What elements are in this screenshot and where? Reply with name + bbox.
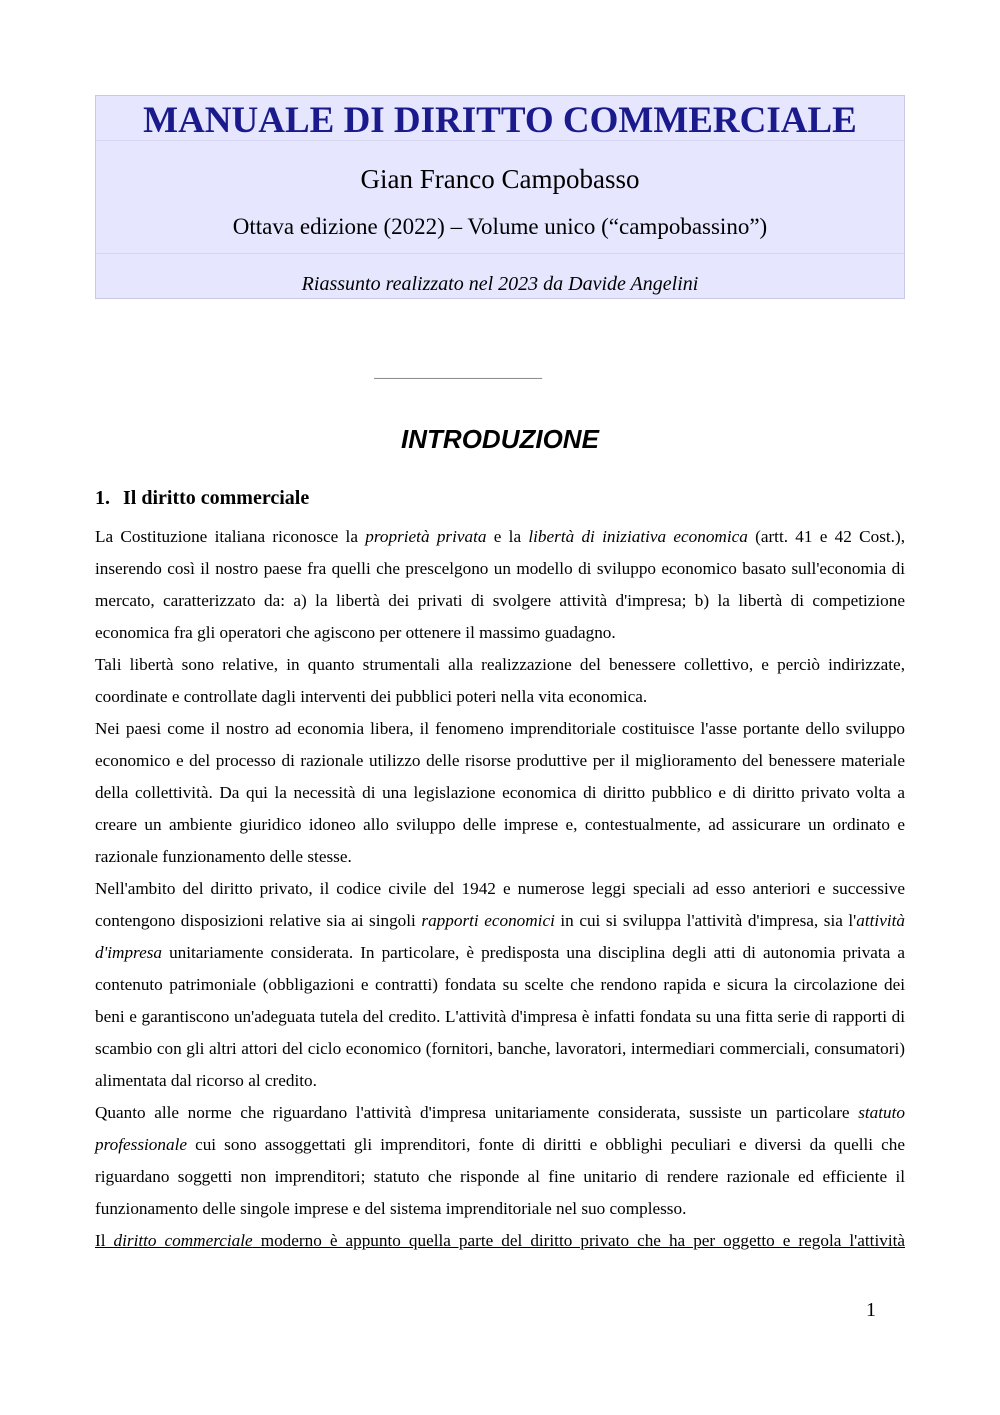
document-title: MANUALE DI DIRITTO COMMERCIALE (143, 100, 857, 141)
paragraph-4 (95, 873, 905, 1097)
emphasis-text: libertà di iniziativa economica (528, 527, 748, 546)
text-run: (artt. 41 e 42 Cost.), inserendo così il nostro paese fra quelli che prescelgono un modello di sviluppo economico basato sull'economia di mercato, caratterizzato da: a) la libertà dei privati di svolgere attività d'impresa; b) la libertà di competizione economica fra gli operatori che agiscono per ottenere il massimo guadagno. (95, 527, 905, 642)
text-run: unitariamente considerata. In particolare, è predisposta una disciplina degli atti di autonomia privata a contenuto patrimoniale (obbligazioni e contratti) fondata su scelte che rendono rapida e sicura la circolazione dei beni e garantiscono un'adeguata tutela del credito. L'attività d'impresa è infatti fondata su una fitta serie di rapporti di scambio con gli altri attori del ciclo economico (fornitori, banche, lavoratori, intermediari commerciali, consumatori) alimentata dal ricorso al credito. (95, 943, 905, 1090)
subsection-number: 1. (95, 487, 110, 509)
subsection-title: Il diritto commerciale (123, 487, 310, 509)
edition-info: Ottava edizione (2022) – Volume unico (“campobassino”) (232, 214, 768, 239)
paragraph-3: Nei paesi come il nostro ad economia libera, il fenomeno imprenditoriale costituisce l'asse portante dello sviluppo economico e del processo di razionale utilizzo delle risorse produttive per il miglioramento del benessere materiale della collettività. Da qui la necessità di una legislazione economica di diritto pubblico e di diritto privato volta a creare un ambiente giuridico idoneo allo sviluppo delle imprese e, contestualmente, ad assicurare un ordinato e razionale funzionamento delle stesse. (95, 719, 905, 866)
author-name: Gian Franco Campobasso (360, 164, 640, 194)
text-run: Il (95, 1231, 114, 1250)
text-run: in cui si sviluppa l'attività d'impresa, sia l' (554, 911, 857, 930)
summary-credit: Riassunto realizzato nel 2023 da Davide Angelini (301, 273, 699, 295)
text-run: Quanto alle norme che riguardano l'attività d'impresa unitariamente considerata, sussiste un particolare (95, 1103, 859, 1122)
body-text (95, 521, 905, 1257)
title-band-line (96, 253, 904, 254)
paragraph-6 (95, 1225, 905, 1257)
emphasis-text: diritto commerciale (113, 1231, 253, 1250)
paragraph-1 (95, 521, 905, 649)
text-run: moderno è appunto quella parte del diritto privato che ha per oggetto e regola l'attività (252, 1231, 905, 1250)
text-run: e la (486, 527, 529, 546)
subsection-heading (95, 486, 309, 510)
emphasis-text: statuto professionale (95, 1103, 905, 1154)
text-run: cui sono assoggettati gli imprenditori, fonte di diritti e obblighi peculiari e diversi da quelli che riguardano soggetti non imprenditori; statuto che risponde al fine unitario di rendere razionale ed efficiente il funzionamento delle singole imprese e del sistema imprenditoriale nel suo complesso. (95, 1135, 905, 1218)
page-number: 1 (866, 1299, 876, 1321)
paragraph-2: Tali libertà sono relative, in quanto strumentali alla realizzazione del benessere collettivo, e perciò indirizzate, coordinate e controllate dagli interventi dei pubblici poteri nella vita economica. (95, 655, 905, 706)
text-run: Nell'ambito del diritto privato, il codice civile del 1942 e numerose leggi speciali ad esso anteriori e successive contengono disposizioni relative sia ai singoli (95, 879, 905, 930)
title-block (95, 95, 905, 299)
text-run: La Costituzione italiana riconosce la (95, 527, 366, 546)
section-heading: INTRODUZIONE (401, 424, 599, 454)
emphasis-text: proprietà privata (365, 527, 487, 546)
emphasis-text: attività d'impresa (95, 911, 905, 962)
section-divider: ________________________ (374, 366, 542, 381)
emphasis-text: rapporti economici (421, 911, 555, 930)
paragraph-5 (95, 1097, 905, 1225)
